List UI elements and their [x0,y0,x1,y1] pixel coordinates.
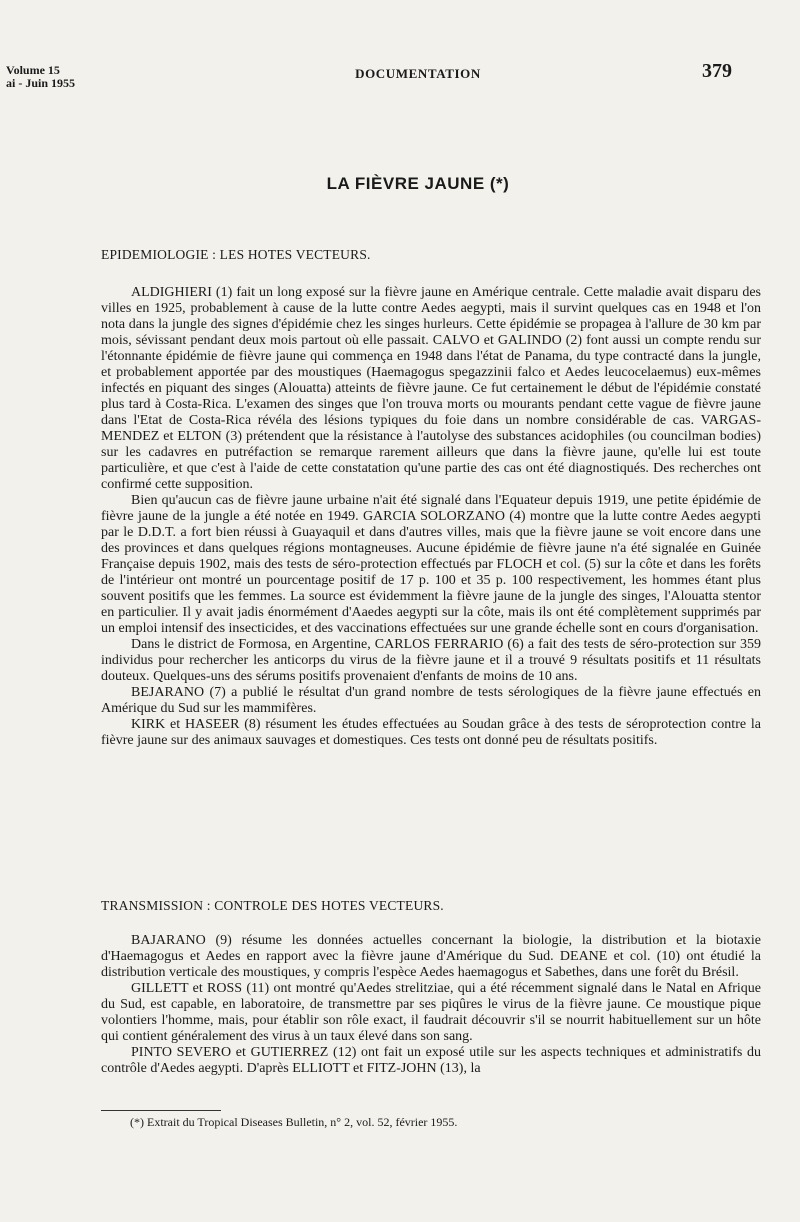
section-body-transmission [101,933,761,1077]
issue-date: ai - Juin 1955 [6,76,76,90]
running-header-section: DOCUMENTATION [355,66,481,81]
paragraph: Bien qu'aucun cas de fièvre jaune urbaine n'ait été signalé dans l'Equateur depuis 1919, une petite épidémie de fièvre jaune de la jungle a été notée en 1949. GARCIA SOLORZANO (4) montre que la lutte contre Aedes aegypti par le D.D.T. a fort bien réussi à Guayaquil et dans d'autres villes, mais que la fièvre jaune se voit encore dans une des provinces et dans quelques régions montagneuses. Aucune épidémie de fièvre jaune n'a été signalée en Guinée Française depuis 1902, mais des tests de séro-protection effectués par FLOCH et col. (5) sur la côte et dans les forêts de l'intérieur ont montré un pourcentage positif de 17 p. 100 et 35 p. 100 respectivement, les hommes étant plus souvent positifs que les femmes. La source est évidemment la fièvre jaune de la jungle des singes, l'Alouatta stentor en particulier. Il y avait jadis énormément d'Aaedes aegypti sur la côte, mais ils ont été complètement supprimés par un emploi intensif des insecticides, et des vaccinations effectuées sur une grande échelle sont en cours d'organisation. [101,493,761,636]
volume-label: Volume 15 [6,63,60,77]
footnote: (*) Extrait du Tropical Diseases Bulletin, n° 2, vol. 52, février 1955. [130,1115,458,1129]
paragraph: KIRK et HASEER (8) résument les études effectuées au Soudan grâce à des tests de séroprotection contre la fièvre jaune sur des animaux sauvages et domestiques. Ces tests ont donné peu de résultats positifs. [101,717,761,748]
section-heading-epidemiologie: EPIDEMIOLOGIE : LES HOTES VECTEURS. [101,247,371,262]
page-number: 379 [702,60,732,82]
paragraph: GILLETT et ROSS (11) ont montré qu'Aedes strelitziae, qui a été récemment signalé dans le Natal en Afrique du Sud, est capable, en laboratoire, de transmettre par ses piqûres le virus de la fièvre jaune. Ce moustique pique volontiers l'homme, mais, pour établir son rôle exact, il faudrait découvrir s'il se nourrit habituellement sur un hôte qui contient généralement des virus à un taux élevé dans son sang. [101,981,761,1044]
article-title: LA FIÈVRE JAUNE (*) [326,174,510,193]
footnote-rule [101,1110,221,1111]
paragraph: BAJARANO (9) résume les données actuelles concernant la biologie, la distribution et la biotaxie d'Haemagogus et Aedes en rapport avec la fièvre jaune d'Amérique du Sud. DEANE et col. (10) ont étudié la distribution verticale des moustiques, y compris l'espèce Aedes haemagogus et Sabethes, dans une forêt du Brésil. [101,933,761,980]
section-body-epidemiologie [101,285,761,749]
section-heading-transmission: TRANSMISSION : CONTROLE DES HOTES VECTEURS. [101,898,444,913]
paragraph: ALDIGHIERI (1) fait un long exposé sur la fièvre jaune en Amérique centrale. Cette maladie avait disparu des villes en 1925, probablement à cause de la lutte contre Aedes aegypti, mais il survint quelques cas en 1948 et l'on nota dans la jungle des signes d'épidémie chez les singes hurleurs. Cette épidémie se propagea à l'allure de 30 km par mois, sévissant pendant deux mois partout où elle passait. CALVO et GALINDO (2) font aussi un compte rendu sur l'étonnante épidémie de fièvre jaune qui commença en 1948 dans l'état de Panama, du type contracté dans la jungle, et probablement apportée par des moustiques (Haemagogus spegazzinii falco et Aedes leucocelaemus) eux-mêmes infectés en piquant des singes (Alouatta) atteints de fièvre jaune. Ce fut certainement le début de l'épidémie constaté plus tard à Costa-Rica. L'examen des singes que l'on trouva morts ou mourants pendant cette vague de fièvre jaune dans l'Etat de Costa-Rica révéla des lésions typiques du foie dans un nombre considérable de cas. VARGAS-MENDEZ et ELTON (3) prétendent que la résistance à l'autolyse des substances acidophiles (ou councilman bodies) sur les cadavres en putréfaction se remarque rarement ailleurs que dans la fièvre jaune, qu'elle lui est toute particulière, et que c'est à l'aide de cette constatation qu'une partie des cas ont été diagnostiqués. Des recherches ont confirmé cette supposition. [101,285,761,492]
paragraph: BEJARANO (7) a publié le résultat d'un grand nombre de tests sérologiques de la fièvre jaune effectués en Amérique du Sud sur les mammifères. [101,685,761,716]
paragraph: Dans le district de Formosa, en Argentine, CARLOS FERRARIO (6) a fait des tests de séro-protection sur 359 individus pour rechercher les anticorps du virus de la fièvre jaune et il a trouvé 9 résultats positifs et 11 résultats douteux. Quelques-uns des sérums positifs provenaient d'enfants de moins de 10 ans. [101,637,761,684]
paragraph: PINTO SEVERO et GUTIERREZ (12) ont fait un exposé utile sur les aspects techniques et administratifs du contrôle d'Aedes aegypti. D'après ELLIOTT et FITZ-JOHN (13), la [101,1045,761,1076]
